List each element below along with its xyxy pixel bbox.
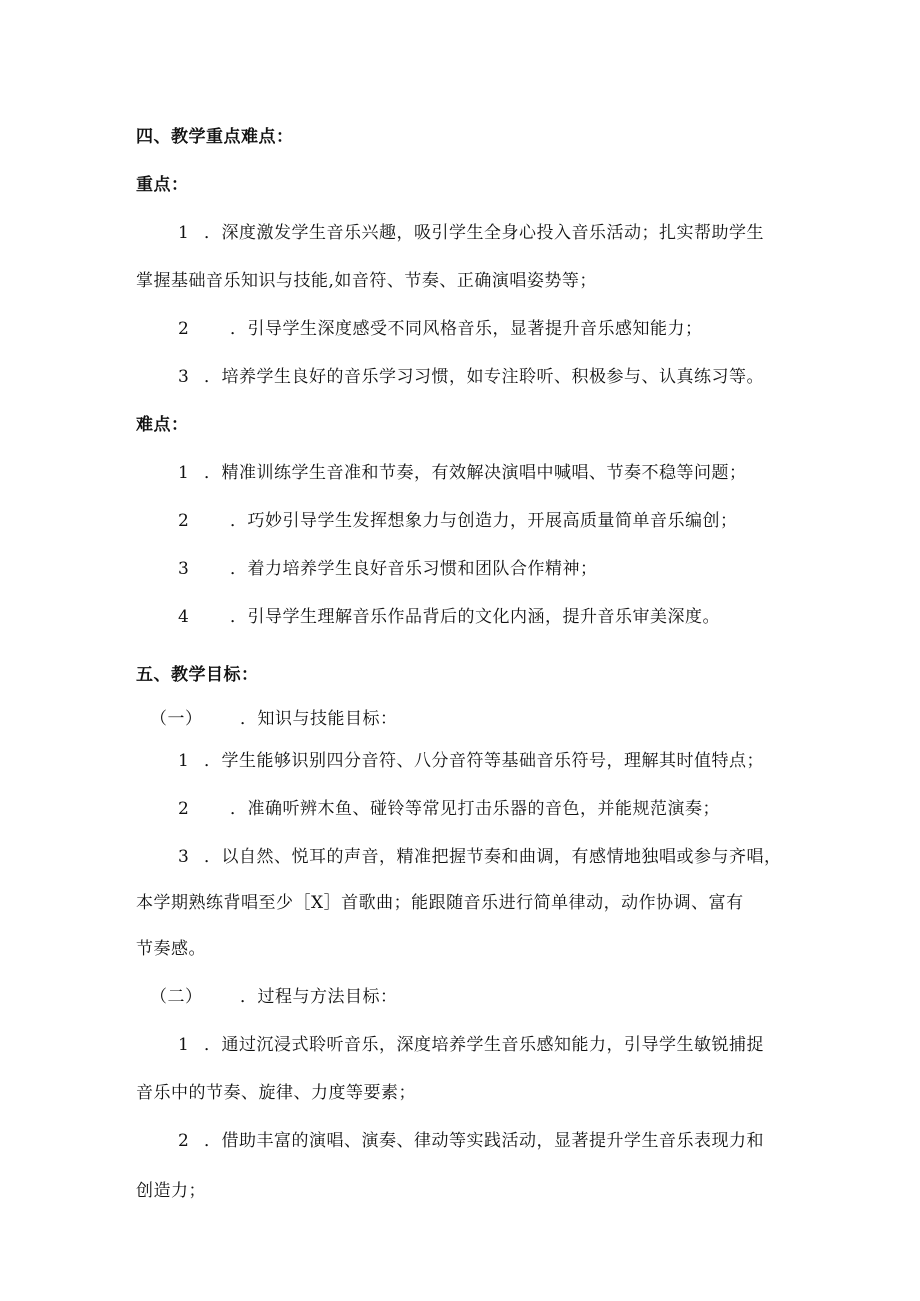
item-number: 2 [178, 1131, 190, 1151]
knowledge-item-2 [178, 798, 720, 820]
difficult-item-4 [178, 606, 720, 628]
key-item-3 [178, 366, 764, 388]
item-text: ．巧妙引导学生发挥想象力与创造力，开展高质量简单音乐编创； [230, 511, 738, 531]
process-item-2-continued: 创造力； [136, 1181, 206, 1201]
item-text: ．培养学生良好的音乐学习习惯，如专注聆听、积极参与、认真练习等。 [204, 367, 764, 387]
item-number: 2 [178, 799, 190, 819]
item-number: 1 [178, 751, 190, 771]
section4-title: 四、教学重点难点： [136, 127, 294, 147]
sub-heading-number: （一） [150, 709, 203, 729]
sub-heading-number: （二） [150, 987, 203, 1007]
difficult-item-3 [178, 558, 598, 580]
item-number: 4 [178, 607, 190, 627]
item-text: ．准确听辨木鱼、碰铃等常见打击乐器的音色，并能规范演奏； [230, 799, 720, 819]
item-number: 3 [178, 559, 190, 579]
item-text: ．着力培养学生良好音乐习惯和团队合作精神； [230, 559, 598, 579]
knowledge-item-3-continued: 本学期熟练背唱至少［X］首歌曲；能跟随音乐进行简单律动，动作协调、富有 [136, 893, 744, 913]
item-text: ．深度激发学生音乐兴趣，吸引学生全身心投入音乐活动；扎实帮助学生 [204, 223, 764, 243]
item-number: 1 [178, 223, 190, 243]
knowledge-item-3 [178, 846, 782, 868]
difficult-item-1 [178, 462, 747, 484]
key-item-2 [178, 318, 703, 340]
process-item-1-continued: 音乐中的节奏、旋律、力度等要素； [136, 1083, 416, 1103]
item-text: ．引导学生深度感受不同风格音乐，显著提升音乐感知能力； [230, 319, 703, 339]
sub-heading-1 [150, 708, 398, 730]
key-points-label: 重点： [136, 175, 189, 195]
process-item-1 [178, 1034, 764, 1056]
item-text: ．学生能够识别四分音符、八分音符等基础音乐符号，理解其时值特点； [204, 751, 764, 771]
difficult-points-label: 难点： [136, 415, 189, 435]
item-number: 3 [178, 367, 190, 387]
item-number: 3 [178, 847, 190, 867]
item-number: 1 [178, 1035, 190, 1055]
item-text: ．通过沉浸式聆听音乐，深度培养学生音乐感知能力，引导学生敏锐捕捉 [204, 1035, 764, 1055]
item-number: 1 [178, 463, 190, 483]
section5-title: 五、教学目标： [136, 665, 259, 685]
sub-heading-label: ．过程与方法目标： [240, 987, 398, 1007]
item-number: 2 [178, 511, 190, 531]
item-text: ．引导学生理解音乐作品背后的文化内涵，提升音乐审美深度。 [230, 607, 720, 627]
sub-heading-2 [150, 986, 398, 1008]
item-text: ．借助丰富的演唱、演奏、律动等实践活动，显著提升学生音乐表现力和 [204, 1131, 764, 1151]
process-item-2 [178, 1130, 764, 1152]
item-number: 2 [178, 319, 190, 339]
knowledge-item-1 [178, 750, 764, 772]
knowledge-item-3-continued-2: 节奏感。 [136, 939, 206, 959]
sub-heading-label: ．知识与技能目标： [240, 709, 398, 729]
item-text: ．精准训练学生音准和节奏，有效解决演唱中喊唱、节奏不稳等问题； [204, 463, 747, 483]
difficult-item-2 [178, 510, 738, 532]
key-item-1 [178, 222, 764, 244]
item-text: ．以自然、悦耳的声音，精准把握节奏和曲调，有感情地独唱或参与齐唱， [204, 847, 782, 867]
key-item-1-continued: 掌握基础音乐知识与技能,如音符、节奏、正确演唱姿势等； [136, 271, 597, 291]
